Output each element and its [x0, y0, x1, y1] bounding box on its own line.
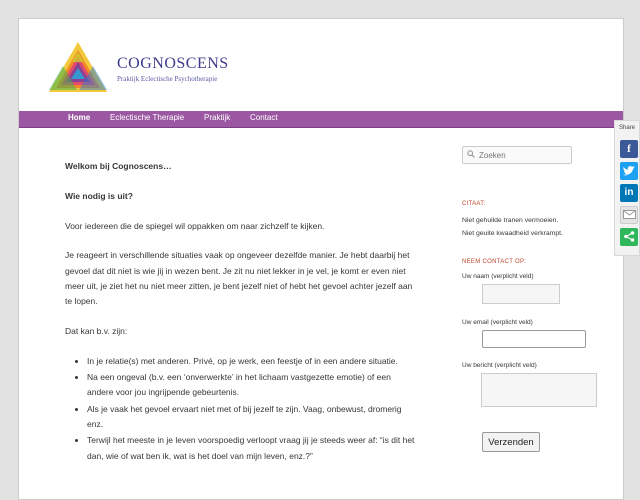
who-heading: Wie nodig is uit?	[65, 190, 133, 201]
nav-item-home[interactable]: Home	[68, 113, 91, 122]
contact-widget-title: NEEM CONTACT OP:	[462, 259, 527, 265]
more-share-button[interactable]	[620, 228, 638, 246]
email-icon	[623, 210, 636, 219]
site-header	[19, 19, 623, 111]
linkedin-icon: in	[624, 187, 634, 198]
share-icon	[624, 231, 635, 242]
message-field[interactable]	[481, 373, 597, 407]
quote-line: Niet gehuilde tranen vermoeien.	[462, 217, 559, 224]
share-bar	[614, 120, 640, 256]
quote-line: Niet geuite kwaadheid verkrampt.	[462, 230, 563, 237]
nav-item-praktijk[interactable]: Praktijk	[204, 113, 231, 122]
email-share-button[interactable]	[620, 206, 638, 224]
quote-widget	[462, 214, 592, 240]
situation-list	[65, 354, 417, 464]
facebook-share-button[interactable]	[620, 140, 638, 158]
linkedin-share-button[interactable]	[620, 184, 638, 202]
twitter-share-button[interactable]	[620, 162, 638, 180]
nav-item-contact[interactable]: Contact	[250, 113, 278, 122]
search-icon	[467, 150, 475, 158]
quote-widget-title: CITAAT:	[462, 201, 486, 207]
site-description: Praktijk Eclectische Psychotherapie	[117, 75, 218, 83]
submit-button[interactable]: Verzenden	[482, 432, 540, 452]
site-logo-icon[interactable]	[49, 42, 107, 92]
email-field-label: Uw email (verplicht veld)	[462, 319, 533, 326]
nav-item-eclectische-therapie[interactable]: Eclectische Therapie	[110, 113, 185, 122]
message-field-label: Uw bericht (verplicht veld)	[462, 362, 537, 369]
email-field[interactable]	[482, 330, 586, 348]
content-paragraph: Voor iedereen die de spiegel wil oppakken om naar zichzelf te kijken.	[65, 220, 325, 231]
search-input[interactable]	[479, 149, 569, 161]
list-item: • Na een ongeval (b.v. een ‘onverwerkte’ in het lichaam vastgezette emotie) of een andere voor jou ingrijpende gebeurtenis.	[87, 370, 417, 401]
sidebar	[462, 146, 580, 448]
page-container	[18, 18, 624, 500]
list-item: • Terwijl het meeste in je leven voorspoedig verloopt vraag jij je steeds weer af: “is dit het dan, wie of wat ben ik, wat is het doel van mijn leven, enz.?”	[87, 433, 417, 464]
search-box	[462, 146, 572, 164]
name-field[interactable]	[482, 284, 560, 304]
twitter-icon	[623, 166, 635, 176]
content-paragraph: Dat kan b.v. zijn:	[65, 326, 128, 337]
list-item: • Als je vaak het gevoel ervaart niet met of bij jezelf te zijn. Vaag, onbewust, dromerig enz.	[87, 402, 417, 433]
share-label: Share	[618, 125, 635, 131]
content-paragraph: Je reageert in verschillende situaties vaak op ongeveer dezelfde manier. Je hebt daarbij het gevoel dat dit niet is wie jij in wezen bent. Je zit nu niet lekker in je vel, je komt er even niet meer uit, je ziet het nu niet meer zitten, je bent jezelf niet of hebt het gevoel achter jezelf aan te lopen.	[65, 250, 413, 307]
main-navigation	[19, 111, 623, 128]
site-title[interactable]: COGNOSCENS	[117, 55, 229, 72]
main-content	[65, 159, 417, 465]
facebook-icon: f	[627, 143, 631, 155]
list-item: • In je relatie(s) met anderen. Privé, op je werk, een feestje of in een andere situatie.	[87, 354, 417, 369]
name-field-label: Uw naam (verplicht veld)	[462, 273, 534, 280]
intro-heading: Welkom bij Cognoscens…	[65, 161, 172, 171]
